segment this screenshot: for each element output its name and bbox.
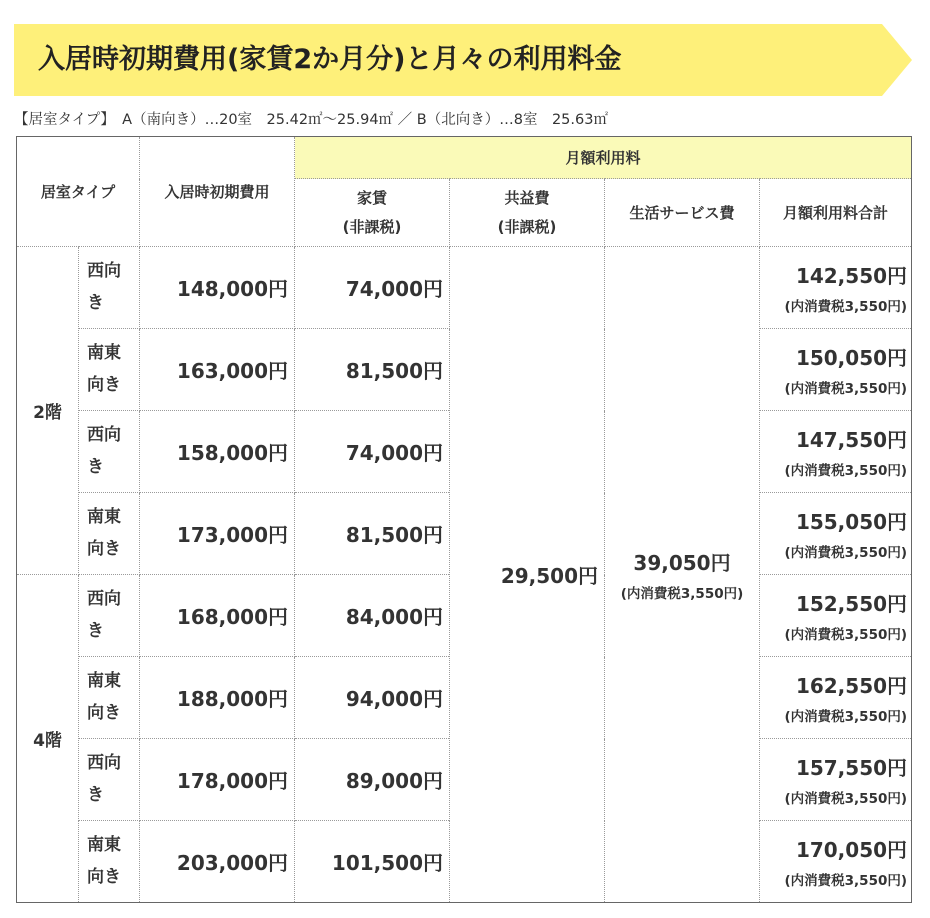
header-room-type: 居室タイプ [17,137,140,247]
total-cell [760,821,912,903]
table-row [17,247,912,329]
rent-cell: 74,000円 [295,247,450,329]
room-type-note: 【居室タイプ】 A（南向き）…20室 25.42㎡～25.94㎡ ／ B（北向き）…8室 25.63㎡ [14,112,608,128]
total-amount: 152,550円 [795,592,908,616]
total-cell [760,657,912,739]
total-tax: (内消費税3,550円) [784,873,908,889]
floor-label: 4階 [17,575,79,903]
initial-cost-cell: 173,000円 [140,493,295,575]
initial-cost-cell: 203,000円 [140,821,295,903]
total-cell [760,739,912,821]
direction-cell: 西向き [79,411,140,493]
header-common [450,179,605,247]
total-amount: 162,550円 [795,674,908,698]
living-service-fee: 39,050円 [633,551,731,575]
total-cell [760,329,912,411]
total-cell [760,411,912,493]
total-amount: 142,550円 [795,264,908,288]
fee-table [16,136,912,903]
page-title: 入居時初期費用(家賃2か月分)と月々の利用料金 [38,44,622,75]
header-monthly-total: 月額利用料合計 [760,179,912,247]
total-tax: (内消費税3,550円) [784,709,908,725]
total-cell [760,493,912,575]
rent-cell: 74,000円 [295,411,450,493]
living-service-cell [605,247,760,903]
total-tax: (内消費税3,550円) [784,627,908,643]
initial-cost-cell: 178,000円 [140,739,295,821]
total-amount: 157,550円 [795,756,908,780]
header-initial-cost: 入居時初期費用 [140,137,295,247]
rent-cell: 84,000円 [295,575,450,657]
total-amount: 150,050円 [795,346,908,370]
direction-cell: 西向き [79,575,140,657]
title-banner [14,24,912,96]
living-service-tax: (内消費税3,550円) [620,586,744,602]
direction-cell: 西向き [79,247,140,329]
total-tax: (内消費税3,550円) [784,381,908,397]
header-common-label: 共益費 [504,189,550,207]
direction-cell: 南東向き [79,821,140,903]
common-fee-cell: 29,500円 [450,247,605,903]
direction-cell: 南東向き [79,329,140,411]
header-monthly-fee: 月額利用料 [295,137,912,179]
direction-cell: 南東向き [79,493,140,575]
total-tax: (内消費税3,550円) [784,791,908,807]
total-tax: (内消費税3,550円) [784,463,908,479]
total-amount: 170,050円 [795,838,908,862]
rent-cell: 94,000円 [295,657,450,739]
direction-cell: 西向き [79,739,140,821]
total-tax: (内消費税3,550円) [784,299,908,315]
header-living-service: 生活サービス費 [605,179,760,247]
rent-cell: 81,500円 [295,329,450,411]
initial-cost-cell: 148,000円 [140,247,295,329]
floor-label: 2階 [17,247,79,575]
total-tax: (内消費税3,550円) [784,545,908,561]
header-rent-label: 家賃 [357,189,388,207]
rent-cell: 101,500円 [295,821,450,903]
initial-cost-cell: 188,000円 [140,657,295,739]
total-cell [760,575,912,657]
total-amount: 155,050円 [795,510,908,534]
initial-cost-cell: 158,000円 [140,411,295,493]
rent-cell: 89,000円 [295,739,450,821]
rent-cell: 81,500円 [295,493,450,575]
header-rent [295,179,450,247]
total-cell [760,247,912,329]
initial-cost-cell: 163,000円 [140,329,295,411]
direction-cell: 南東向き [79,657,140,739]
header-rent-sub: (非課税) [342,217,402,236]
initial-cost-cell: 168,000円 [140,575,295,657]
header-common-sub: (非課税) [497,217,557,236]
total-amount: 147,550円 [795,428,908,452]
